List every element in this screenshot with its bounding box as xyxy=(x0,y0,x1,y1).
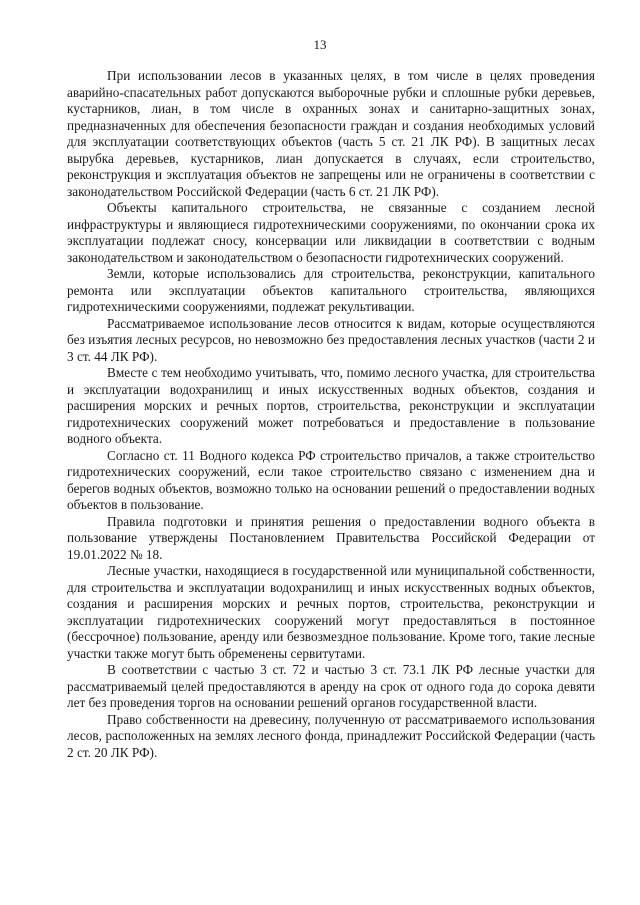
paragraph-3: Земли, которые использовались для строительства, реконструкции, капитального ремонта или эксплуатации объектов капитального строительства, являющихся гидротехническими сооружениями, подлежат рекультивации. xyxy=(67,266,595,314)
page-number: 13 xyxy=(313,37,327,52)
paragraph-5: Вместе с тем необходимо учитывать, что, помимо лесного участка, для строительства и эксплуатации водохранилищ и иных искусственных водных объектов, создания и расширения морских и речных портов, строительства, реконструкции и эксплуатации гидротехнических сооружений может потребоваться и предоставление в пользование водного объекта. xyxy=(67,365,595,446)
paragraph-9: В соответствии с частью 3 ст. 72 и частью 3 ст. 73.1 ЛК РФ лесные участки для рассматриваемый целей предоставляются в аренду на срок от одного года до сорока девяти лет без проведения торгов на основании решений органов государственной власти. xyxy=(67,662,595,710)
paragraph-2: Объекты капитального строительства, не связанные с созданием лесной инфраструктуры и являющиеся гидротехническими сооружениями, по окончании срока их эксплуатации подлежат сносу, консервации или ликвидации в соответствии с водным законодательством и законодательством о безопасности гидротехнических сооружений. xyxy=(67,200,595,265)
paragraph-8: Лесные участки, находящиеся в государственной или муниципальной собственности, для строительства и эксплуатации водохранилищ и иных искусственных водных объектов, создания и расширения морских и речных портов, строительства, реконструкции и эксплуатации гидротехнических сооружений могут предоставляться в постоянное (бессрочное) пользование, аренду или безвозмездное пользование. Кроме того, такие лесные участки также могут быть обременены сервитутами. xyxy=(67,563,595,661)
paragraph-10: Право собственности на древесину, полученную от рассматриваемого использования лесов, расположенных на землях лесного фонда, принадлежит Российской Федерации (часть 2 ст. 20 ЛК РФ). xyxy=(67,711,595,760)
paragraph-6: Согласно ст. 11 Водного кодекса РФ строительство причалов, а также строительство гидротехнических сооружений, если такое строительство связано с изменением дна и берегов водных объектов, возможно только на основании решений о предоставлении водных объектов в пользование. xyxy=(67,447,595,512)
paragraph-7: Правила подготовки и принятия решения о предоставлении водного объекта в пользование утверждены Постановлением Правительства Российской Федерации от 19.01.2022 № 18. xyxy=(67,513,595,562)
paragraph-4: Рассматриваемое использование лесов относится к видам, которые осуществляются без изъятия лесных ресурсов, но невозможно без предоставления лесных участков (части 2 и 3 ст. 44 ЛК РФ). xyxy=(67,315,595,364)
paragraph-1: При использовании лесов в указанных целях, в том числе в целях проведения аварийно-спасательных работ допускаются выборочные рубки и сплошные рубки деревьев, кустарников, лиан, в том числе в охранных зонах и санитарно-защитных зонах, предназначенных для обеспечения безопасности граждан и создания необходимых условий для эксплуатации соответствующих объектов (часть 5 ст. 21 ЛК РФ). В защитных лесах вырубка деревьев, кустарников, лиан допускается в случаях, если строительство, реконструкция и эксплуатация объектов не запрещены или не ограничены в соответствии с законодательством Российской Федерации (часть 6 ст. 21 ЛК РФ). xyxy=(67,68,595,199)
document-body xyxy=(67,68,595,761)
